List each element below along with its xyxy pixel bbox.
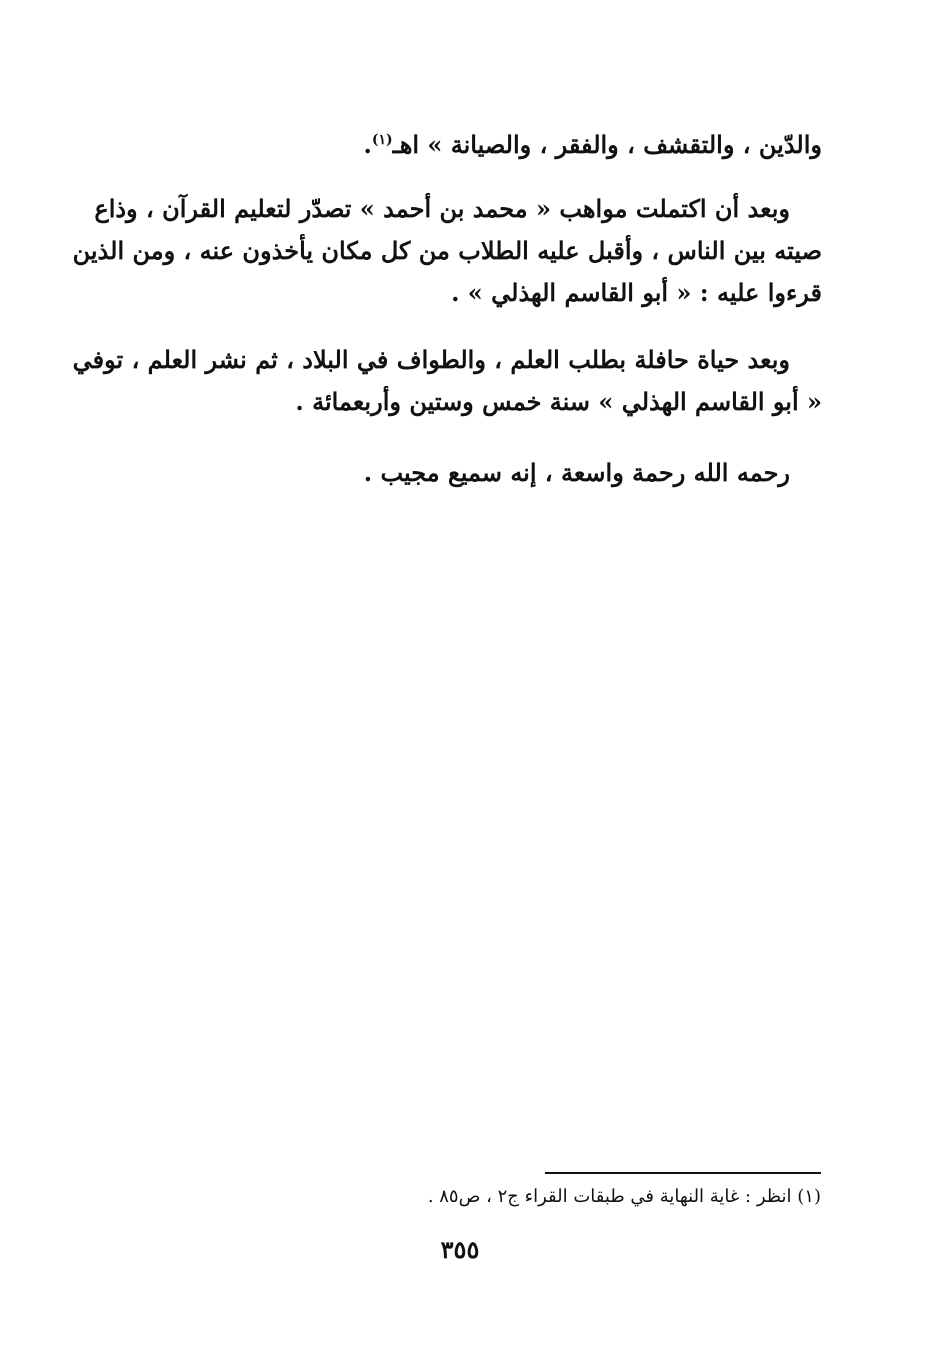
paragraph-2-line-1-text: وبعد حياة حافلة بطلب العلم ، والطواف في البلاد ، ثم نشر العلم ، توفي xyxy=(72,345,790,374)
intro-line xyxy=(120,124,822,166)
paragraph-1-line-2: صيته بين الناس ، وأقبل عليه الطلاب من كل مكان يأخذون عنه ، ومن الذين xyxy=(72,236,822,265)
paragraph-1-line-1 xyxy=(94,188,822,230)
intro-text-line xyxy=(120,124,822,166)
paragraph-1-line-1-text: وبعد أن اكتملت مواهب « محمد بن أحمد » تصدّر لتعليم القرآن ، وذاع xyxy=(94,194,790,223)
intro-text: والدّين ، والتقشف ، والفقر ، والصيانة » اهـ xyxy=(392,130,822,159)
paragraph-indent xyxy=(790,216,822,217)
footnote-reference: (١) xyxy=(371,132,393,148)
footnote-divider xyxy=(545,1172,821,1174)
footnote-text: (١) انظر : غاية النهاية في طبقات القراء ج٢ ، ص٨٥ . xyxy=(427,1186,821,1207)
paragraph-indent xyxy=(790,367,822,368)
paragraph-2-line-2: « أبو القاسم الهذلي » سنة خمس وستين وأربعمائة . xyxy=(295,387,822,416)
paragraph-3 xyxy=(121,452,790,494)
paragraph-1 xyxy=(72,188,822,314)
paragraph-3-line-1: رحمه الله رحمة واسعة ، إنه سميع مجيب . xyxy=(363,458,790,487)
paragraph-2 xyxy=(72,339,822,423)
paragraph-1-line-3: قرءوا عليه : « أبو القاسم الهذلي » . xyxy=(451,278,822,307)
paragraph-2-line-1 xyxy=(72,339,822,381)
page-number: ٣٥٥ xyxy=(440,1235,480,1264)
intro-period: . xyxy=(363,130,372,159)
